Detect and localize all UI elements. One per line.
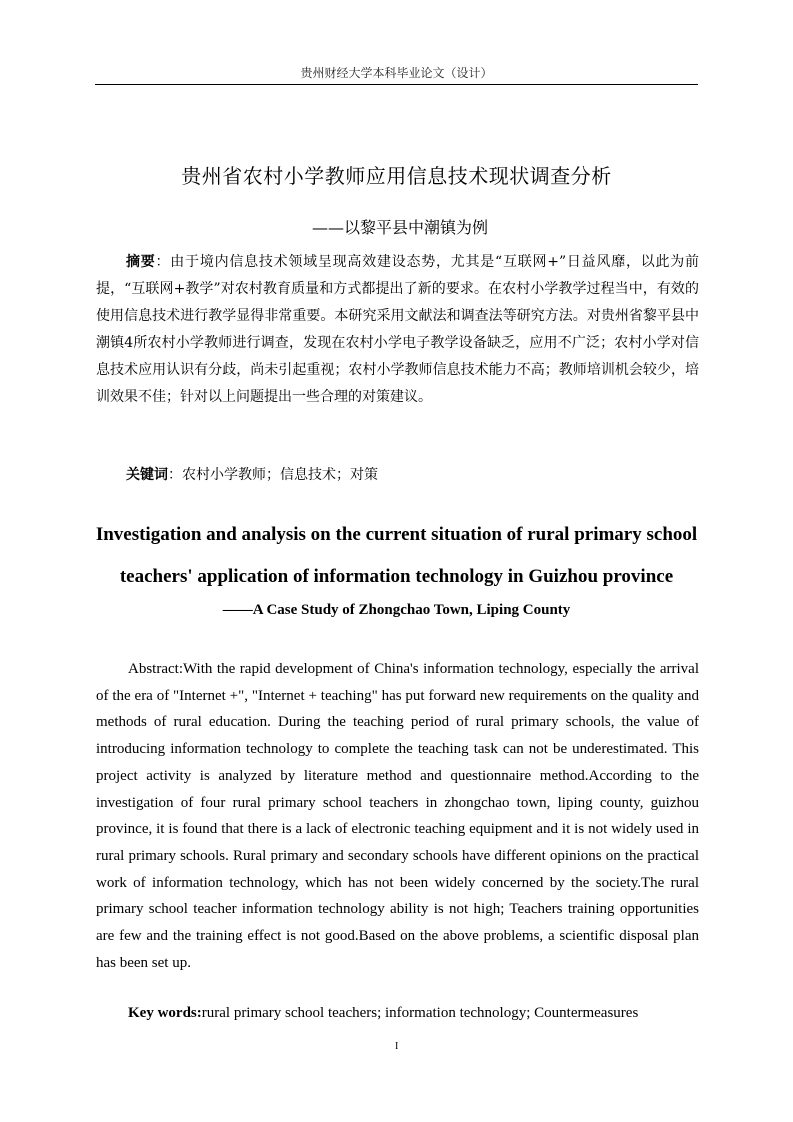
english-abstract: Abstract:With the rapid development of China's information technology, especially the arrival of the era of "Internet +", "Internet + teaching" has put forward new requirements on the quality and methods of rural education. During the teaching period of rural primary schools, the value of introducing information technology to complete the teaching task can not be underestimated. This project activity is analyzed by literature method and questionnaire method.According to the investigation of four rural primary school teachers in zhongchao town, liping county, guizhou province, it is found that there is a lack of electronic teaching equipment and it is not widely used in rural primary schools. Rural primary and secondary schools have different opinions on the practical work of information technology, which has not been widely concerned by the society.The rural primary school teacher information technology ability is not high; Teachers training opportunities are few and the training effect is not good.Based on the above problems, a scientific disposal plan has been set up. [96, 661, 699, 971]
english-subtitle: ——A Case Study of Zhongchao Town, Liping County [222, 602, 571, 618]
chinese-abstract [96, 249, 699, 411]
chinese-keywords-text: ：农村小学教师；信息技术；对策 [168, 467, 378, 483]
chinese-subtitle: ——以黎平县中潮镇为例 [312, 218, 489, 237]
english-keywords [96, 1005, 699, 1022]
page-number: I [395, 1041, 399, 1052]
chinese-title: 贵州省农村小学教师应用信息技术现状调查分析 [181, 164, 612, 188]
chinese-abstract-label: 摘要 [126, 254, 156, 270]
chinese-keywords [96, 464, 699, 484]
chinese-keywords-label: 关键词 [126, 467, 168, 483]
english-keywords-label: Key words: [128, 1005, 202, 1021]
running-header: 贵州财经大学本科毕业论文（设计） [300, 66, 493, 80]
english-title: Investigation and analysis on the current situation of rural primary school teachers' application of information technology in Guizhou province [95, 524, 698, 587]
english-keywords-text: rural primary school teachers; information technology; Countermeasures [201, 1005, 639, 1021]
chinese-abstract-text: ：由于境内信息技术领域呈现高效建设态势，尤其是“互联网+”日益风靡，以此为前提，“互联网+教学”对农村教育质量和方式都提出了新的要求。在农村小学教学过程当中，有效的使用信息技术进行教学显得非常重要。本研究采用文献法和调查法等研究方法。对贵州省黎平县中潮镇4所农村小学教师进行调查，发现在农村小学电子教学设备缺乏，应用不广泛；农村小学对信息技术应用认识有分歧，尚未引起重视；农村小学教师信息技术能力不高；教师培训机会较少，培训效果不佳；针对以上问题提出一些合理的对策建议。 [96, 254, 700, 405]
header-rule [95, 84, 698, 85]
